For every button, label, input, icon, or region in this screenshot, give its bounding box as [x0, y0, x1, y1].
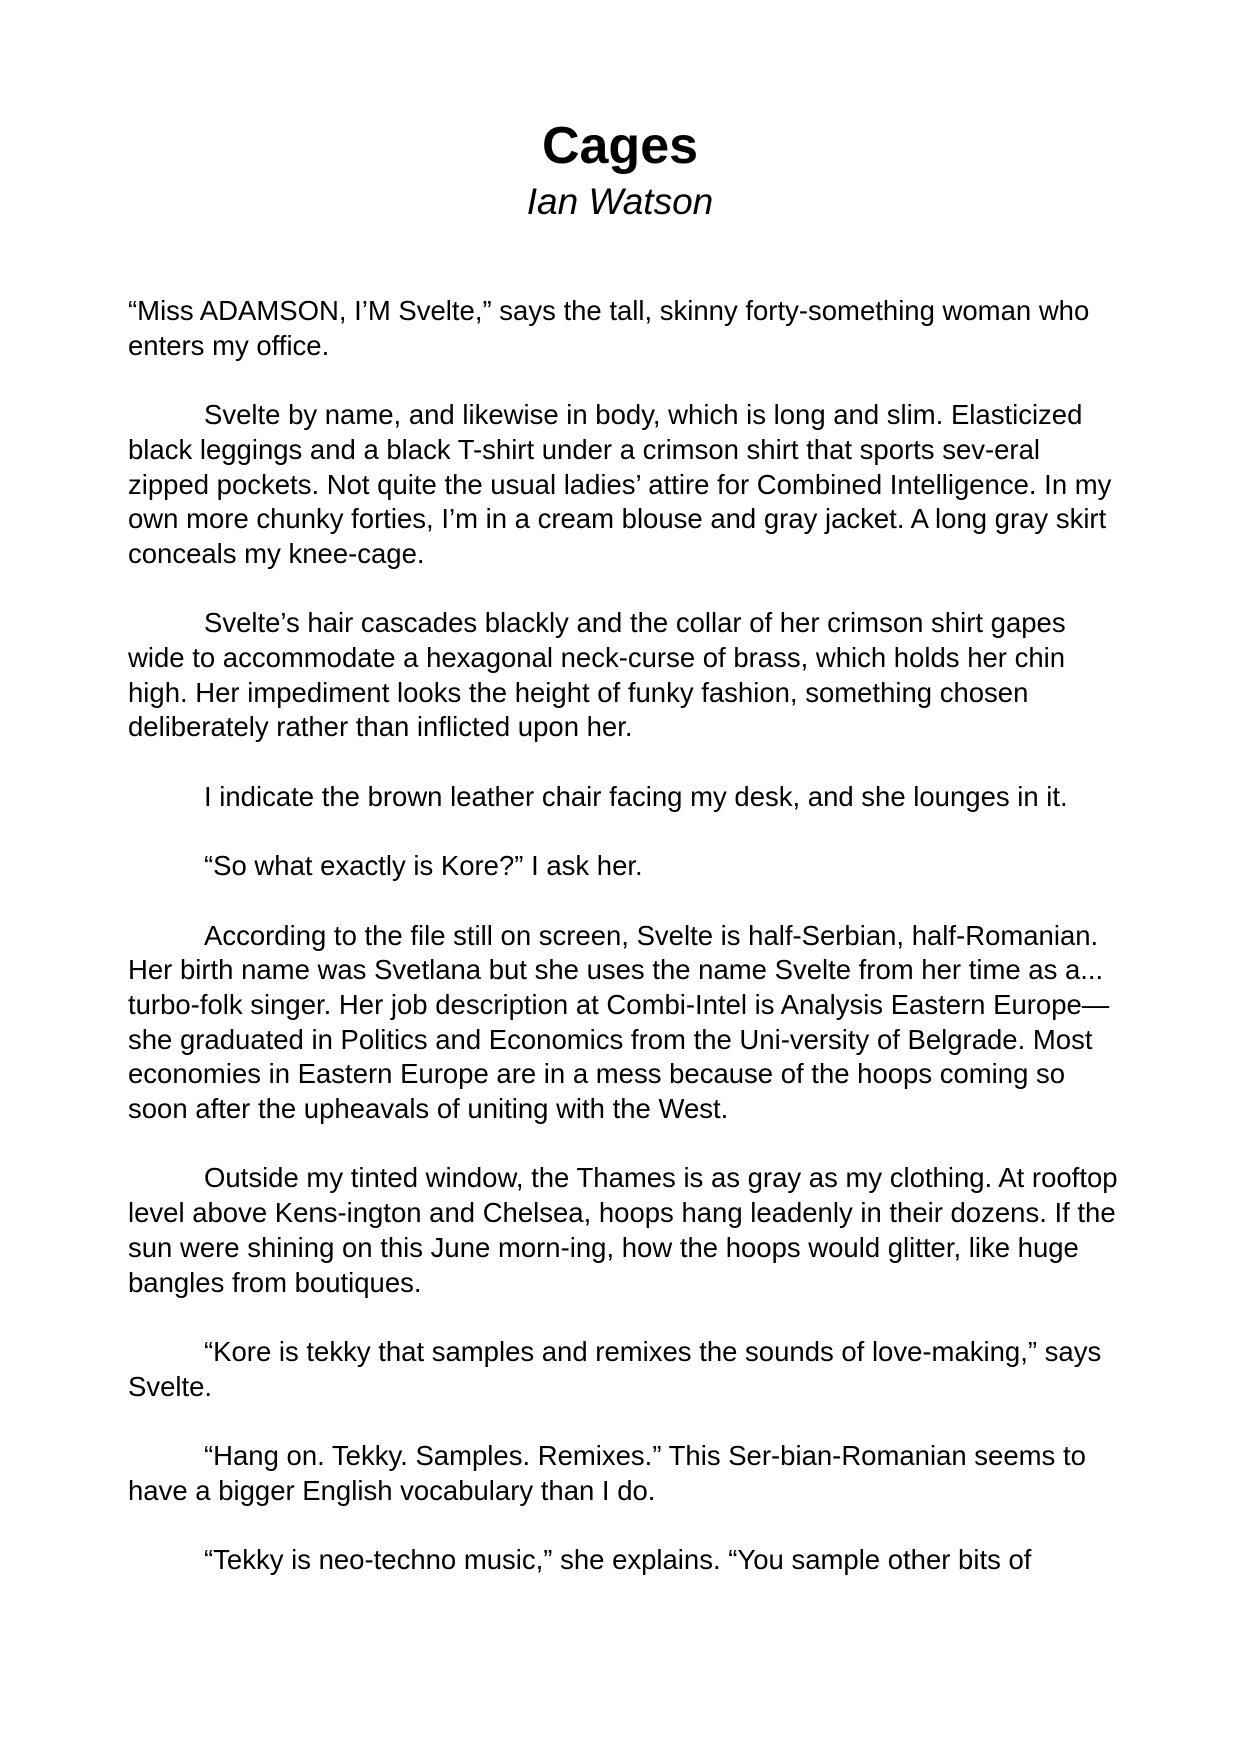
paragraph-6: According to the file still on screen, Svelte is half-Serbian, half-Romanian. Her birth name was Svetlana but she uses the name Svelte from her time as a... turbo-folk singer. Her job description at Combi-Intel is Analysis Eastern Europe—she graduated in Politics and Economics from the Uni-versity of Belgrade. Most economies in Eastern Europe are in a mess because of the hoops coming so soon after the upheavals of uniting with the West.	[128, 919, 1110, 1125]
paragraph-7: Outside my tinted window, the Thames is as gray as my clothing. At rooftop level above Kens-ington and Chelsea, hoops hang leadenly in their dozens. If the sun were shining on this June morn-ing, how the hoops would glitter, like huge bangles from boutiques.	[128, 1162, 1118, 1298]
story-title: Cages	[541, 117, 699, 175]
paragraph-1: “Miss ADAMSON, I’M Svelte,” says the tall, skinny forty-something woman who enters my office.	[128, 295, 1090, 361]
paragraph-9: “Hang on. Tekky. Samples. Remixes.” This Ser-bian-Romanian seems to have a bigger English vocabulary than I do.	[128, 1440, 1086, 1506]
paragraph-3: Svelte’s hair cascades blackly and the collar of her crimson shirt gapes wide to accommodate a hexagonal neck-curse of brass, which holds her chin high. Her impediment looks the height of funky fashion, something chosen deliberately rather than inflicted upon her.	[128, 607, 1066, 743]
paragraph-2: Svelte by name, and likewise in body, which is long and slim. Elasticized black leggings and a black T-shirt under a crimson shirt that sports sev-eral zipped pockets. Not quite the usual ladies’ attire for Combined Intelligence. In my own more chunky forties, I’m in a cream blouse and gray jacket. A long gray skirt conceals my knee-cage.	[128, 399, 1112, 569]
paragraph-4: I indicate the brown leather chair facing my desk, and she lounges in it.	[204, 780, 1068, 812]
paragraph-10: “Tekky is neo-techno music,” she explains. “You sample other bits of	[204, 1544, 1032, 1576]
story-body	[128, 294, 1118, 1613]
paragraph-8: “Kore is tekky that samples and remixes the sounds of love-making,” says Svelte.	[128, 1335, 1102, 1402]
paragraph-5: “So what exactly is Kore?” I ask her.	[204, 850, 643, 882]
author-name: Ian Watson	[526, 181, 714, 222]
